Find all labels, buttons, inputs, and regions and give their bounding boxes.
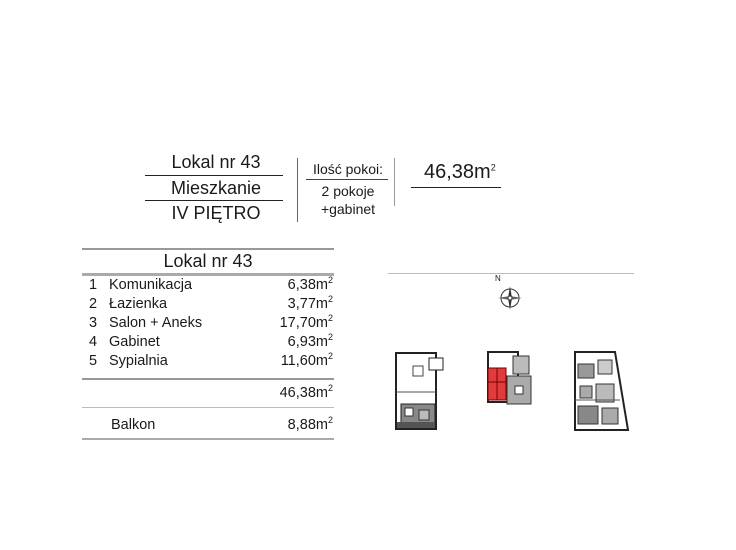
row-number: 2 xyxy=(89,296,98,312)
total-area-underline xyxy=(411,187,501,188)
header-divider-2 xyxy=(145,200,283,201)
row-area: $17,70m^2$ xyxy=(279,313,333,331)
rooms-label: Ilość pokoi: xyxy=(312,161,384,177)
table-row xyxy=(89,353,339,372)
table-row xyxy=(89,315,339,334)
unit-type: Mieszkanie xyxy=(170,178,262,198)
header-vertical-divider xyxy=(297,158,298,222)
floor-label: IV PIĘTRO xyxy=(171,203,261,223)
balcony-row xyxy=(89,417,339,436)
row-name: Sypialnia xyxy=(109,353,168,369)
total-area: $46,38m^2$ xyxy=(279,383,333,401)
building-left-plan xyxy=(395,352,445,432)
row-name: Łazienka xyxy=(109,296,168,312)
total-area-value: 46,38m xyxy=(424,161,491,183)
row-name: Komunikacja xyxy=(109,277,193,293)
balcony-name: Balkon xyxy=(111,417,156,433)
table-header-rule xyxy=(82,273,334,276)
row-name: Gabinet xyxy=(109,334,160,350)
row-number: 3 xyxy=(89,315,98,331)
row-area: $6,93m^2$ xyxy=(287,332,333,350)
rooms-value-line2: +gabinet xyxy=(320,201,376,217)
north-label: N xyxy=(495,274,501,283)
row-number: 4 xyxy=(89,334,98,350)
row-area: $6,38m^2$ xyxy=(287,275,333,293)
row-area: $3,77m^2$ xyxy=(287,294,333,312)
table-row xyxy=(89,277,339,296)
balcony-area: $8,88m^2$ xyxy=(287,415,333,433)
table-total-row xyxy=(89,385,339,404)
building-right-plan xyxy=(570,350,632,432)
unit-title: Lokal nr 43 xyxy=(171,152,261,172)
compass-icon xyxy=(497,285,523,311)
total-area-header xyxy=(424,161,496,184)
table-bottom-rule xyxy=(82,438,334,440)
header-vertical-divider-2 xyxy=(394,158,395,206)
plan-top-rule xyxy=(388,273,634,274)
row-number: 1 xyxy=(89,277,98,293)
building-middle-plan xyxy=(485,350,535,408)
header-divider-1 xyxy=(145,175,283,176)
table-total-bottom-rule xyxy=(82,407,334,408)
row-area: $11,60m^2$ xyxy=(280,351,333,369)
rooms-divider xyxy=(306,179,388,180)
table-title: Lokal nr 43 xyxy=(163,251,253,271)
row-number: 5 xyxy=(89,353,98,369)
total-area-sup: 2 xyxy=(490,162,496,173)
table-total-rule xyxy=(82,378,334,380)
table-row xyxy=(89,296,339,315)
table-top-rule xyxy=(82,248,334,250)
table-row xyxy=(89,334,339,353)
rooms-value-line1: 2 pokoje xyxy=(321,183,375,199)
row-name: Salon + Aneks xyxy=(109,315,203,331)
